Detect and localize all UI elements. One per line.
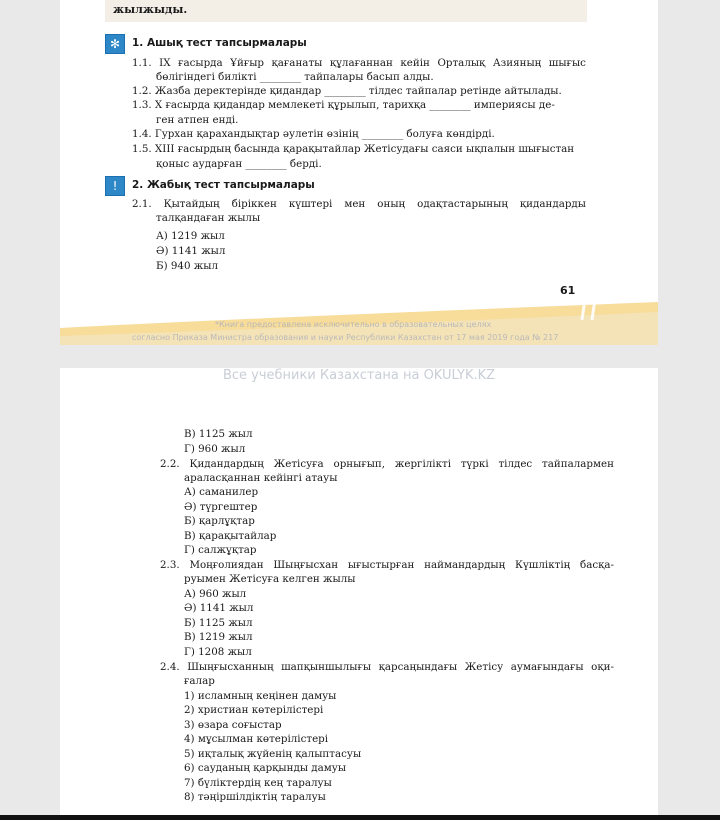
textbook-page-62 [60,368,658,820]
word: одақтастарының [417,198,508,210]
word: наймандардың [424,559,506,571]
q2-3-option-v: В) 1219 жыл [184,631,253,643]
question-2-3-line-1 [160,559,614,571]
word: Шыңғысхан [273,559,339,571]
word: жергілікті [394,458,451,470]
q2-4-item-4: 4) мұсылман көтерілістері [184,733,329,745]
word: аумағындағы [510,661,584,673]
q2-2-option-a: А) саманилер [184,486,259,498]
q2-2-option-v: В) қарақытайлар [184,530,277,542]
q2-2-option-g: Г) салжұқтар [184,544,257,556]
word: Қидандардың [189,458,264,470]
word: орнығып, [333,458,386,470]
question-2-2-line-2: араласқаннан кейінгі атауы [184,472,338,484]
section-title-open-tests: 1. Ашық тест тапсырмалары [132,37,307,49]
previous-paragraph-band [105,0,587,22]
word: біріккен [231,198,277,210]
word: ғасырда [178,57,223,69]
word: оның [377,198,406,210]
word: шығыс [548,57,586,69]
q2-4-item-8: 8) тәңіршілдіктің таралуы [184,791,326,803]
word: тайпалармен [542,458,614,470]
word: түркі [460,458,489,470]
question-2-1-line-2: талқандаған жылы [156,212,261,224]
page-number: 61 [560,284,576,297]
word: Моңғолиядан [189,559,264,571]
exclamation-icon: ! [105,176,125,196]
previous-paragraph-text: жылжыды. [113,3,188,16]
word: кейін [400,57,430,69]
word: Жетісу [464,661,504,673]
q2-4-item-6: 6) сауданың қарқынды дамуы [184,762,347,774]
word: 1.1. [132,57,152,69]
q2-2-option-b: Б) қарлұқтар [184,515,255,527]
asterisk-icon: ✻ [105,34,125,54]
word: тілдес [498,458,533,470]
word: қидандарды [519,198,586,210]
word: 2.4. [160,661,180,673]
copyright-stamp-line-2: согласно Приказа Министра образования и науки Республики Казахстан от 17 мая 2019 года № 217 [132,333,559,342]
q2-3-option-b: Б) 1125 жыл [184,617,253,629]
question-1-1-line-1 [132,57,586,69]
word: Күшліктің [515,559,571,571]
q2-3-option-g: Г) 1208 жыл [184,646,252,658]
q2-4-item-5: 5) иқталық жүйенің қалыптасуы [184,748,362,760]
word: 2.1. [132,198,152,210]
word: ығыстырған [347,559,415,571]
word: оқи- [591,661,614,673]
question-1-1-line-2: бөлігіндегі билікті ________ тайпалары басып алды. [156,71,434,83]
question-1-3-line-2: ген атпен енді. [156,114,239,126]
word: IX [159,57,171,69]
question-1-3-line-1: 1.3. Х ғасырда қидандар мемлекеті құрылып, тарихқа ________ империясы де- [132,99,555,111]
word: мен [344,198,366,210]
word: қарсаңындағы [378,661,458,673]
site-watermark: Все учебники Казахстана на OKULYK.KZ [222,368,496,383]
question-2-1-line-1 [132,198,586,210]
q2-2-option-ae: Ә) түргештер [184,501,258,513]
q2-4-item-3: 3) өзара соғыстар [184,719,282,731]
q2-3-option-a: А) 960 жыл [184,588,247,600]
word: 2.3. [160,559,180,571]
option-b: Б) 940 жыл [156,260,218,272]
q2-3-option-ae: Ә) 1141 жыл [184,602,254,614]
q2-4-item-1: 1) исламның кеңінен дамуы [184,690,337,702]
word: шапқыншылығы [281,661,372,673]
question-1-2: 1.2. Жазба деректерінде қидандар ________ тілдес тайпалар ретінде айтылады. [132,85,562,97]
word: күштері [288,198,333,210]
word: Орталық [437,57,486,69]
word: Ұйғыр [230,57,265,69]
question-2-4-line-2: ғалар [184,675,215,687]
screen-bottom-edge [0,815,720,820]
word: Азияның [492,57,542,69]
word: Жетісуға [273,458,324,470]
question-2-4-line-1 [160,661,614,673]
section-title-closed-tests: 2. Жабық тест тапсырмалары [132,179,315,191]
q2-4-item-7: 7) бүліктердің кең таралуы [184,777,332,789]
textbook-page-61 [60,0,658,345]
question-1-5-line-2: қоныс аударған ________ берді. [156,158,322,170]
option-ae: Ә) 1141 жыл [156,245,226,257]
question-1-5-line-1: 1.5. XIII ғасырдың басында қарақытайлар Жетісудағы саяси ықпалын шығыстан [132,143,575,155]
question-2-2-line-1 [160,458,614,470]
word: құлағаннан [329,57,393,69]
option-g: Г) 960 жыл [184,443,246,455]
word: 2.2. [160,458,180,470]
word: басқа- [580,559,614,571]
word: Қытайдың [163,198,220,210]
word: қағанаты [271,57,323,69]
option-v: В) 1125 жыл [184,428,253,440]
copyright-stamp-line-1: *Книга предоставлена исключительно в образовательных целях [215,320,492,329]
q2-4-item-2: 2) христиан көтерілістері [184,704,324,716]
option-a: А) 1219 жыл [156,230,225,242]
question-1-4: 1.4. Гурхан қарахандықтар әулетін өзінің ________ болуға көндірді. [132,128,495,140]
word: Шыңғысханның [187,661,274,673]
question-2-3-line-2: руымен Жетісуға келген жылы [184,573,356,585]
